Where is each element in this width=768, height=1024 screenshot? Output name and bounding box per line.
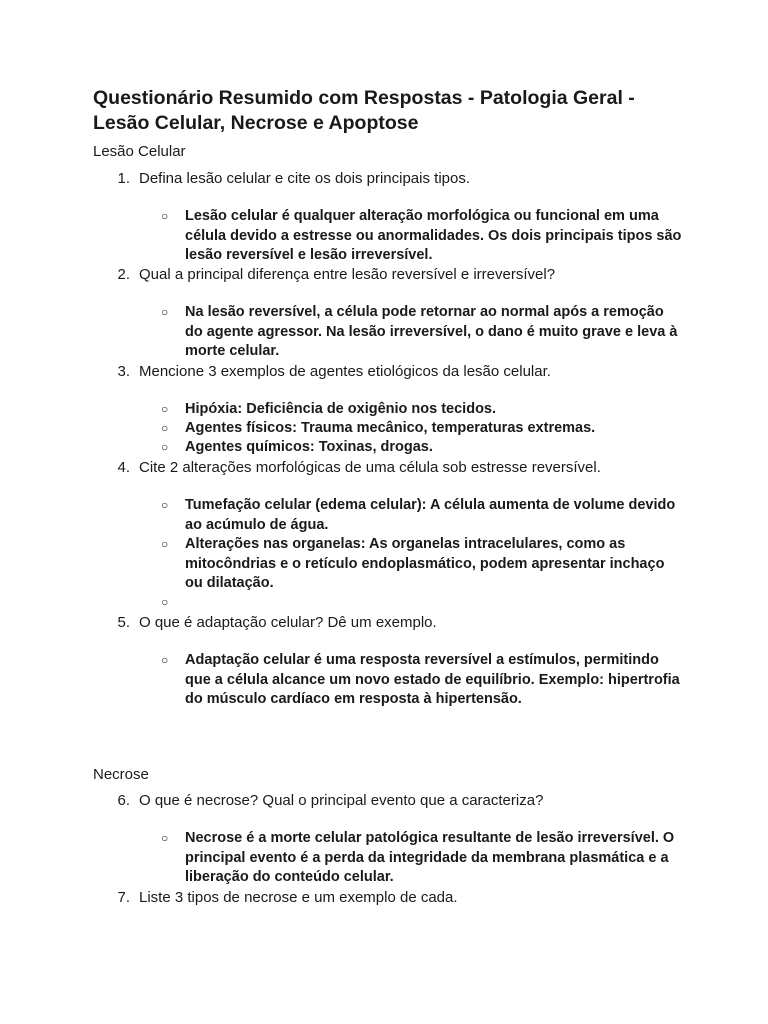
question-number: 1. [117,170,130,187]
question-number: 4. [117,459,130,476]
section-heading-lesao-celular: Lesão Celular [93,143,186,160]
answer-text: Hipóxia: Deficiência de oxigênio nos tecidos. [185,401,497,417]
question-text: O que é adaptação celular? Dê um exemplo. [139,614,437,631]
hollow-bullet-icon: ○ [161,595,169,609]
section-heading-necrose: Necrose [93,766,149,783]
answer-text: Necrose é a morte celular patológica resultante de lesão irreversível. O principal evento é a perda da integridade da membrana plasmática e a liberação do conteúdo celular. [185,830,675,885]
hollow-bullet-icon: ○ [161,440,169,454]
question-number: 3. [117,363,130,380]
question-number: 7. [117,889,130,906]
answer-text: Lesão celular é qualquer alteração morfológica ou funcional em uma célula devido a estresse ou anormalidades. Os dois principais tipos são lesão reversível e lesão irreversível. [185,208,682,263]
document-title: Questionário Resumido com Respostas - Patologia Geral - Lesão Celular, Necrose e Apoptose [93,87,635,134]
question-text: Defina lesão celular e cite os dois principais tipos. [139,170,471,187]
hollow-bullet-icon: ○ [161,209,169,223]
hollow-bullet-icon: ○ [161,402,169,416]
answer-text: Agentes químicos: Toxinas, drogas. [185,439,433,455]
question-text: O que é necrose? Qual o principal evento que a caracteriza? [139,792,544,809]
question-number: 2. [117,266,130,283]
hollow-bullet-icon: ○ [161,498,169,512]
question-text: Mencione 3 exemplos de agentes etiológicos da lesão celular. [139,363,551,380]
hollow-bullet-icon: ○ [161,305,169,319]
answer-text: Tumefação celular (edema celular): A célula aumenta de volume devido ao acúmulo de água. [185,497,676,533]
question-number: 5. [117,614,130,631]
answer-text: Adaptação celular é uma resposta reversível a estímulos, permitindo que a célula alcance um novo estado de equilíbrio. Exemplo: hipertrofia do músculo cardíaco em resposta à hipertensão. [185,652,680,707]
hollow-bullet-icon: ○ [161,537,169,551]
hollow-bullet-icon: ○ [161,653,169,667]
question-text: Cite 2 alterações morfológicas de uma célula sob estresse reversível. [139,459,601,476]
answer-text: Agentes físicos: Trauma mecânico, temperaturas extremas. [185,420,596,436]
hollow-bullet-icon: ○ [161,421,169,435]
question-number: 6. [117,792,130,809]
answer-text: Na lesão reversível, a célula pode retornar ao normal após a remoção do agente agressor. Na lesão irreversível, o dano é muito grave e leva à morte celular. [185,304,678,359]
question-text: Qual a principal diferença entre lesão reversível e irreversível? [139,266,556,283]
hollow-bullet-icon: ○ [161,831,169,845]
question-text: Liste 3 tipos de necrose e um exemplo de cada. [139,889,458,906]
answer-text: Alterações nas organelas: As organelas intracelulares, como as mitocôndrias e o retículo endoplasmático, podem apresentar inchaço ou dilatação. [185,536,665,591]
